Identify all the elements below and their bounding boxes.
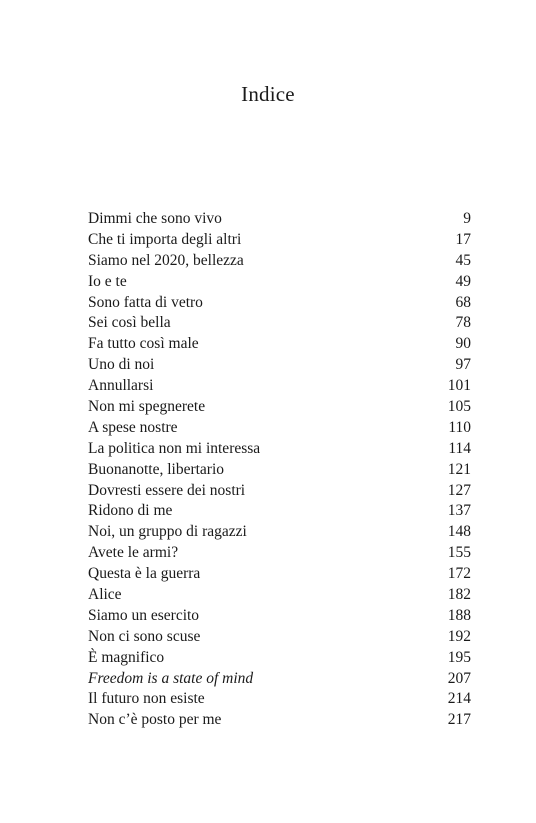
toc-entry	[88, 710, 471, 731]
toc-entry-title: A spese nostre	[88, 418, 178, 436]
toc-entry-title: Fa tutto così male	[88, 335, 199, 353]
toc-entry-page-number: 78	[455, 314, 471, 332]
toc-entry-page-number: 214	[447, 690, 471, 708]
toc-entry-page-number: 188	[447, 606, 471, 624]
toc-entry-title: Questa è la guerra	[88, 565, 201, 583]
toc-entry-title: Siamo un esercito	[88, 606, 200, 624]
table-of-contents	[88, 209, 471, 731]
toc-entry	[88, 648, 471, 669]
toc-entry	[88, 397, 471, 418]
toc-entry-title: Noi, un gruppo di ragazzi	[88, 523, 247, 541]
toc-entry	[88, 689, 471, 710]
toc-entry-title: Ridono di me	[88, 502, 173, 520]
toc-entry-title: Annullarsi	[88, 377, 154, 395]
toc-entry-page-number: 114	[448, 439, 471, 457]
toc-entry	[88, 334, 471, 355]
toc-entry-page-number: 97	[455, 356, 471, 374]
toc-entry-page-number: 110	[448, 418, 471, 436]
toc-entry	[88, 272, 471, 293]
toc-entry-title: Alice	[88, 586, 122, 604]
toc-entry	[88, 355, 471, 376]
toc-entry-page-number: 45	[455, 251, 471, 269]
toc-entry-title: Io e te	[88, 272, 127, 290]
toc-entry-title: La politica non mi interessa	[88, 439, 261, 457]
toc-entry-page-number: 68	[455, 293, 471, 311]
toc-entry-page-number: 217	[447, 711, 471, 729]
toc-entry-page-number: 195	[447, 648, 471, 666]
toc-entry-title: Buonanotte, libertario	[88, 460, 225, 478]
toc-entry-title: Siamo nel 2020, bellezza	[88, 251, 244, 269]
toc-entry-page-number: 127	[447, 481, 471, 499]
toc-entry-title: È magnifico	[88, 648, 165, 666]
toc-entry-page-number: 49	[455, 272, 471, 290]
toc-entry-title: Il futuro non esiste	[88, 690, 205, 708]
toc-entry	[88, 627, 471, 648]
toc-entry	[88, 230, 471, 251]
toc-entry-page-number: 172	[447, 565, 471, 583]
toc-entry	[88, 564, 471, 585]
toc-entry-page-number: 17	[455, 230, 471, 248]
page-title: Indice	[241, 82, 295, 106]
toc-entry-title: Avete le armi?	[88, 544, 179, 562]
toc-entry-page-number: 137	[447, 502, 471, 520]
toc-entry-title: Uno di noi	[88, 356, 155, 374]
toc-entry-page-number: 101	[447, 377, 471, 395]
toc-entry-page-number: 121	[447, 460, 471, 478]
toc-entry	[88, 313, 471, 334]
toc-entry	[88, 501, 471, 522]
toc-entry	[88, 418, 471, 439]
toc-entry-title: Non ci sono scuse	[88, 627, 201, 645]
toc-entry	[88, 543, 471, 564]
toc-entry-page-number: 155	[447, 544, 471, 562]
toc-entry-title: Dimmi che sono vivo	[88, 210, 222, 227]
toc-entry	[88, 209, 471, 230]
toc-entry-title: Non c’è posto per me	[88, 711, 222, 729]
toc-entry	[88, 585, 471, 606]
toc-entry-title: Sono fatta di vetro	[88, 293, 203, 311]
toc-entry	[88, 376, 471, 397]
toc-entry-title: Dovresti essere dei nostri	[88, 481, 246, 499]
toc-entry	[88, 439, 471, 460]
toc-entry	[88, 251, 471, 272]
toc-entry-page-number: 90	[455, 335, 471, 353]
toc-entry	[88, 522, 471, 543]
toc-entry-page-number: 105	[447, 398, 471, 416]
toc-entry	[88, 481, 471, 502]
toc-entry-page-number: 207	[447, 669, 471, 687]
toc-entry-title: Che ti importa degli altri	[88, 230, 242, 248]
toc-entry	[88, 669, 471, 690]
toc-entry	[88, 293, 471, 314]
toc-entry-title: Freedom is a state of mind	[88, 669, 254, 687]
toc-entry-title: Sei così bella	[88, 314, 171, 332]
toc-entry	[88, 460, 471, 481]
toc-entry-page-number: 148	[447, 523, 471, 541]
toc-entry	[88, 606, 471, 627]
toc-entry-page-number: 182	[447, 586, 471, 604]
toc-entry-title: Non mi spegnerete	[88, 398, 206, 416]
toc-entry-page-number: 192	[447, 627, 471, 645]
toc-entry-page-number: 9	[463, 210, 471, 227]
